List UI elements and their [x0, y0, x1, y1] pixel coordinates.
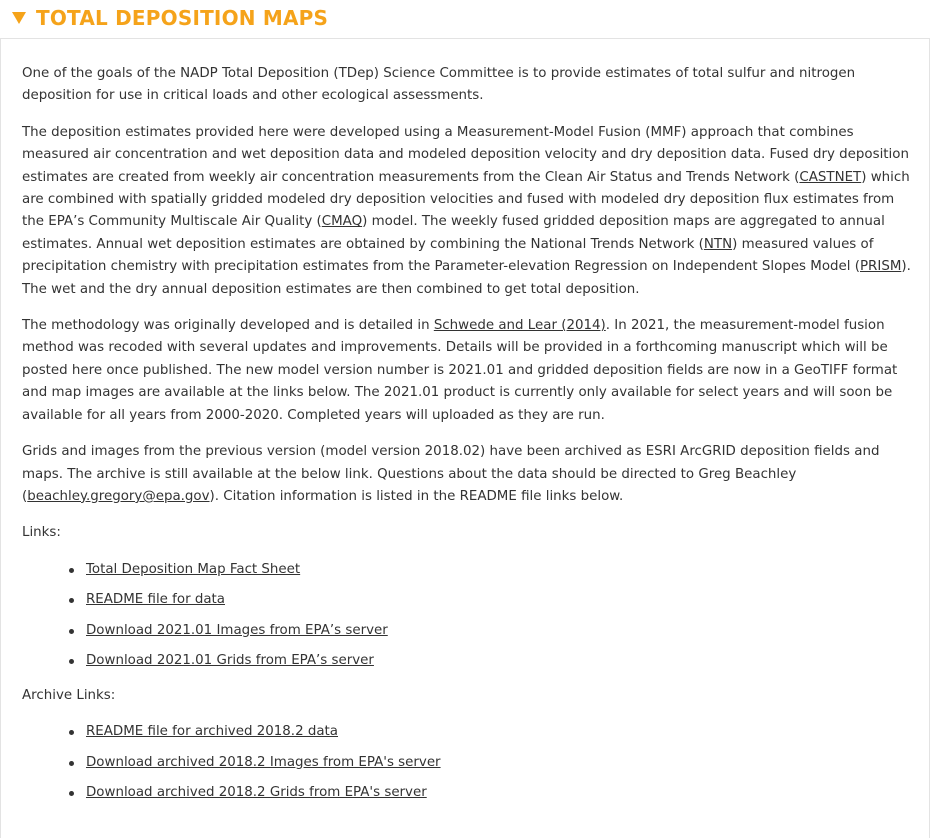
ntn-link[interactable]: NTN [703, 236, 733, 252]
download-grids-link[interactable]: Download 2021.01 Grids from EPA’s server [86, 653, 374, 669]
links-list [22, 559, 912, 681]
intro-paragraph: One of the goals of the NADP Total Deposition (TDep) Science Committee is to provide estimates of total sulfur and nitrogen deposition for use in critical loads and other ecological assessments. [22, 66, 856, 104]
list-item [86, 721, 912, 752]
archive-links-label: Archive Links: [22, 687, 116, 703]
list-item [86, 650, 912, 681]
archived-readme-link[interactable]: README file for archived 2018.2 data [86, 724, 339, 740]
list-item [86, 620, 912, 651]
caret-down-icon [12, 12, 26, 24]
section-title: TOTAL DEPOSITION MAPS [36, 6, 329, 30]
readme-link[interactable]: README file for data [86, 592, 225, 608]
contact-email-link[interactable]: beachley.gregory@epa.gov [27, 488, 210, 504]
list-item [86, 589, 912, 620]
section-panel [0, 38, 930, 838]
links-label: Links: [22, 525, 61, 541]
archive-links-list [22, 721, 912, 813]
cmaq-link[interactable]: CMAQ [321, 214, 363, 230]
download-images-link[interactable]: Download 2021.01 Images from EPA’s server [86, 622, 388, 638]
fact-sheet-link[interactable]: Total Deposition Map Fact Sheet [86, 561, 301, 577]
section-content [22, 63, 912, 813]
list-item [86, 782, 912, 813]
methodology-paragraph: The methodology was originally developed and is detailed in Schwede and Lear (2014). In 2021, the measurement-model fusion method was recoded with several updates and improvements. Details will be provided in a forthcoming manuscript which will be posted here once published. The new model version number is 2021.01 and gridded deposition fields are now in a GeoTIFF format and map images are available at the links below. The 2021.01 product is currently only available for select years and will soon be available for all years from 2000-2020. Completed years will uploaded as they are run. [22, 318, 898, 423]
list-item [86, 752, 912, 783]
archive-paragraph: Grids and images from the previous version (model version 2018.02) have been archived as ESRI ArcGRID deposition fields and maps. The archive is still available at the below link. Questions about the data should be directed to Greg Beachley (beachley.gregory@epa.gov). Citation information is listed in the README file links below. [22, 444, 880, 504]
archived-grids-link[interactable]: Download archived 2018.2 Grids from EPA's server [86, 785, 427, 801]
schwede-lear-link[interactable]: Schwede and Lear (2014) [433, 318, 606, 334]
archived-images-link[interactable]: Download archived 2018.2 Images from EPA's server [86, 754, 441, 770]
methods-paragraph: The deposition estimates provided here were developed using a Measurement-Model Fusion (MMF) approach that combines measured air concentration and wet deposition data and modeled deposition velocity and dry deposition data. Fused dry deposition estimates are created from weekly air concentration measurements from the Clean Air Status and Trends Network (CASTNET) which are combined with spatially gridded modeled dry deposition velocities and fused with modeled dry deposition flux estimates from the EPA’s Community Multiscale Air Quality (CMAQ) model. The weekly fused gridded deposition maps are aggregated to annual estimates. Annual wet deposition estimates are obtained by combining the National Trends Network (NTN) measured values of precipitation chemistry with precipitation estimates from the Parameter-elevation Regression on Independent Slopes Model (PRISM). The wet and the dry annual deposition estimates are then combined to get total deposition. [22, 124, 911, 297]
castnet-link[interactable]: CASTNET [799, 169, 862, 185]
prism-link[interactable]: PRISM [859, 259, 902, 275]
list-item [86, 559, 912, 590]
section-header-toggle[interactable] [0, 0, 934, 36]
